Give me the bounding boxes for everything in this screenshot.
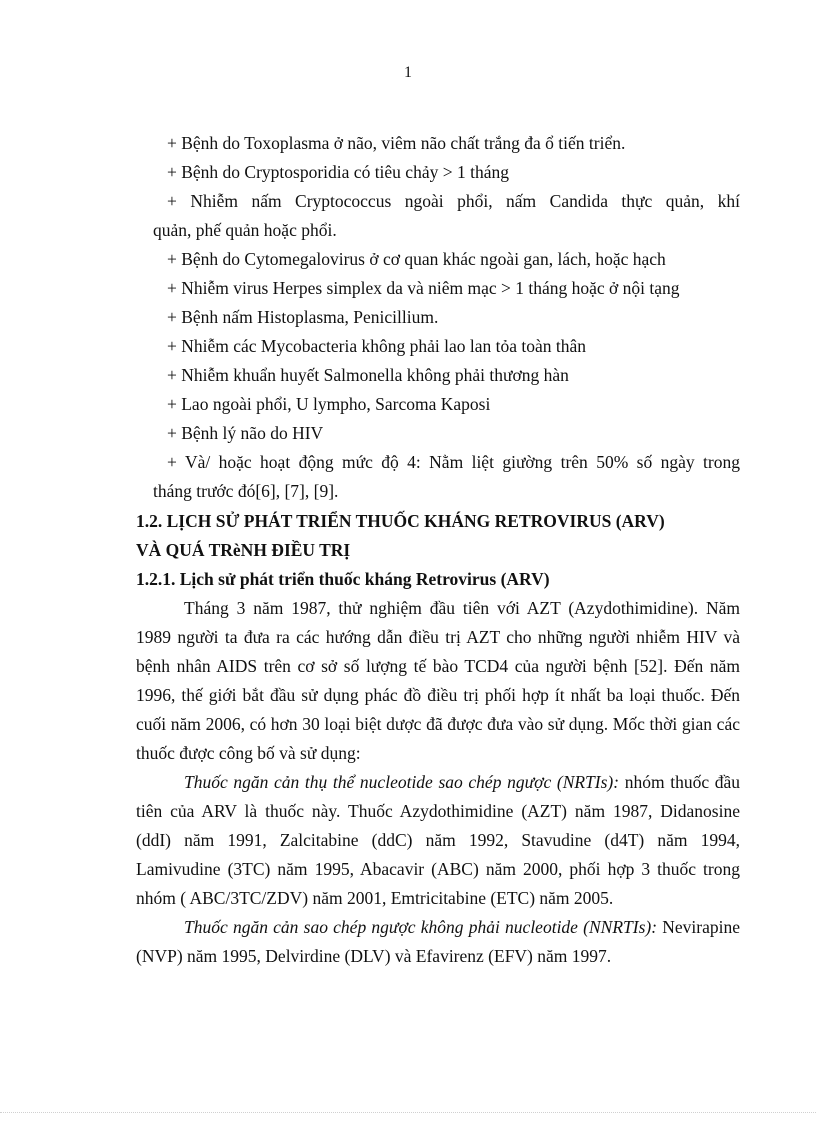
subsection-heading: 1.2.1. Lịch sử phát triển thuốc kháng Retrovirus (ARV)	[136, 569, 550, 589]
list-item-continuation: tháng trước đó[6], [7], [9].	[153, 481, 339, 501]
nrti-text: nhóm thuốc đầu tiên của ARV là thuốc này. Thuốc Azydothimidine (AZT) năm 1987, Didanosine (ddI) năm 1991, Zalcitabine (ddC) năm 1992, Stavudine (d4T) năm 1994, Lamivudine (3TC) năm 1995, Abacavir (ABC) năm 2000, phối hợp 3 thuốc trong nhóm ( ABC/3TC/ZDV) năm 2001, Emtricitabine (ETC) năm 2005.	[136, 772, 740, 908]
list-item: + Nhiễm khuẩn huyết Salmonella không phải thương hàn	[167, 365, 569, 385]
nrti-paragraph	[136, 768, 740, 913]
list-item: + Và/ hoặc hoạt động mức độ 4: Nằm liệt giường trên 50% số ngày trong	[167, 452, 740, 472]
list-item: + Nhiễm virus Herpes simplex da và niêm mạc > 1 tháng hoặc ở nội tạng	[167, 278, 680, 298]
section-heading: 1.2. LỊCH SỬ PHÁT TRIỂN THUỐC KHÁNG RETROVIRUS (ARV)	[136, 511, 665, 531]
nnrti-label: Thuốc ngăn cản sao chép ngược không phải nucleotide (NNRTIs):	[184, 917, 658, 937]
section-heading-continuation: VÀ QUÁ TRèNH ĐIỀU TRỊ	[136, 540, 351, 560]
list-item: + Bệnh do Cytomegalovirus ở cơ quan khác ngoài gan, lách, hoặc hạch	[167, 249, 666, 269]
list-item: + Bệnh do Cryptosporidia có tiêu chảy > 1 tháng	[167, 162, 509, 182]
list-item: + Nhiễm nấm Cryptococcus ngoài phổi, nấm Candida thực quản, khí	[167, 191, 740, 211]
list-item: + Bệnh lý não do HIV	[167, 423, 324, 443]
list-item: + Bệnh do Toxoplasma ở não, viêm não chất trắng đa ổ tiến triển.	[167, 133, 626, 153]
list-item: + Lao ngoài phổi, U lympho, Sarcoma Kaposi	[167, 394, 491, 414]
history-paragraph: Tháng 3 năm 1987, thử nghiệm đầu tiên với AZT (Azydothimidine). Năm 1989 người ta đưa ra các hướng dẫn điều trị AZT cho những người nhiễm HIV và bệnh nhân AIDS trên cơ sở số lượng tế bào TCD4 của người bệnh [52]. Đến năm 1996, thế giới bắt đầu sử dụng phác đồ điều trị phối hợp ít nhất ba loại thuốc. Đến cuối năm 2006, có hơn 30 loại biệt dược đã được đưa vào sử dụng. Mốc thời gian các thuốc được công bố và sử dụng:	[136, 598, 740, 763]
nnrti-paragraph	[136, 913, 740, 971]
list-item: + Nhiễm các Mycobacteria không phải lao lan tỏa toàn thân	[167, 336, 587, 356]
nnrti-text: Nevirapine (NVP) năm 1995, Delvirdine (DLV) và Efavirenz (EFV) năm 1997.	[136, 917, 740, 966]
page-number: 1	[404, 64, 412, 81]
opportunistic-infection-list	[136, 129, 740, 506]
nrti-label: Thuốc ngăn cản thụ thể nucleotide sao chép ngược (NRTIs):	[184, 772, 620, 792]
document-body	[136, 129, 740, 971]
page-bottom-divider	[0, 1112, 816, 1113]
list-item: + Bệnh nấm Histoplasma, Penicillium.	[167, 307, 439, 327]
list-item-continuation: quản, phế quản hoặc phổi.	[153, 220, 337, 240]
